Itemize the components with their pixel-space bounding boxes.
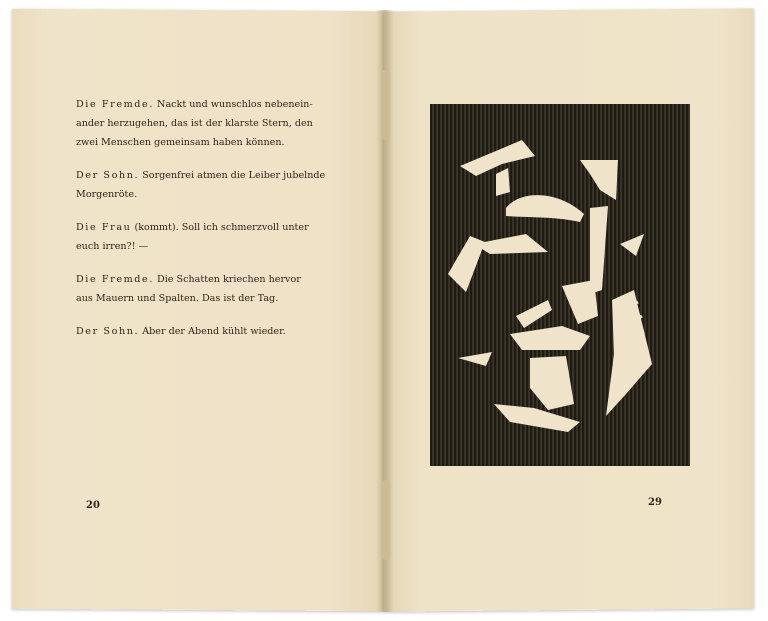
binding-stitch xyxy=(382,70,390,140)
paragraph-4 xyxy=(76,270,326,308)
binding-stitch xyxy=(382,480,390,560)
paragraph-2 xyxy=(76,166,326,204)
page-number-right: 29 xyxy=(648,497,662,508)
drama-text xyxy=(76,95,326,355)
paragraph-3 xyxy=(76,218,326,256)
dialogue-line: aus Mauern und Spalten. Das ist der Tag. xyxy=(76,293,279,304)
dialogue-line: zwei Menschen gemeinsam haben können. xyxy=(76,137,285,148)
paragraph-1 xyxy=(76,95,326,152)
speaker-name: Die Fremde. xyxy=(76,274,154,285)
dialogue-line: Die Schatten kriechen hervor xyxy=(157,274,301,285)
dialogue-line: Sorgenfrei atmen die Leiber jubelnde xyxy=(142,170,326,181)
page-number-left: 20 xyxy=(86,500,100,511)
dialogue-line: Morgenröte. xyxy=(76,189,138,200)
speaker-name: Der Sohn. xyxy=(76,326,140,337)
speaker-name: Die Frau xyxy=(76,222,132,233)
speaker-name: Die Fremde. xyxy=(76,99,154,110)
dialogue-line: Nackt und wunschlos nebenein- xyxy=(157,99,313,110)
dialogue-line: (kommt). Soll ich schmerzvoll unter xyxy=(134,222,309,233)
woodcut-illustration xyxy=(430,104,690,466)
speaker-name: Der Sohn. xyxy=(76,170,140,181)
paragraph-5 xyxy=(76,322,326,341)
dialogue-line: ander herzugehen, das ist der klarste Stern, den xyxy=(76,118,313,129)
dialogue-line: euch irren?! — xyxy=(76,241,149,252)
dialogue-line: Aber der Abend kühlt wieder. xyxy=(142,326,286,337)
woodcut-block xyxy=(430,104,690,466)
